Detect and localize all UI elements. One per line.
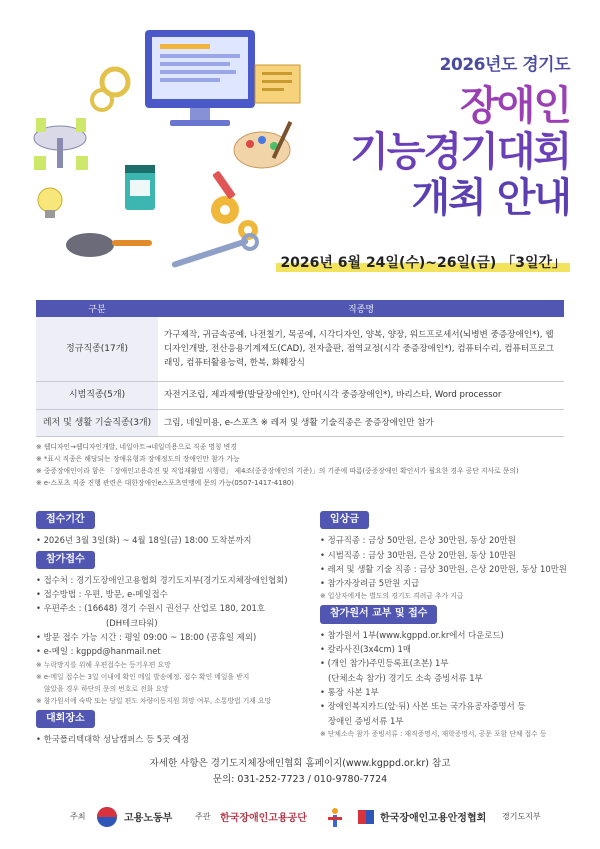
prize-line: • 참가자장려금 5만원 지급 xyxy=(320,578,420,589)
reception-note: ※ e-메일 접수는 3일 이내에 확인 메일 발송예정. 접수 확인 메일을 받지 xyxy=(36,672,250,681)
note-line: ※ *표시 직종은 해당되는 장애유형과 장애정도의 장애인만 참가 가능 xyxy=(36,455,240,463)
reception-line: (DH테크타워) xyxy=(106,617,158,628)
table-row xyxy=(36,317,564,381)
lightbulb-icon xyxy=(38,188,62,218)
hero-section xyxy=(0,0,600,290)
table-row xyxy=(36,409,564,436)
table-notes xyxy=(36,441,564,489)
host-org: 고용노동부 xyxy=(124,813,173,824)
website-reference: 자세한 사항은 경기도지체장애인협회 홈페이지(www.kgppd.or.kr) 참고 xyxy=(149,758,451,769)
document-line: • 장애인복지카드(앞·뒤) 사본 또는 국가유공자증명서 등 xyxy=(320,701,526,712)
prize-note: ※ 입상자에게는 별도의 경기도 격려금 추가 지급 xyxy=(320,592,464,601)
title-line-1: 장애인 xyxy=(460,83,570,129)
documents-note: ※ 단체소속 참가 증빙서류 : 재직증명서, 재학증명서, 공문 포함 단체 접수 등 xyxy=(320,729,547,738)
jobs-table xyxy=(36,300,564,437)
reception-note: ※ 누락방지를 위해 우편접수는 등기우편 요망 xyxy=(36,660,171,669)
jobs-cell: 가구제작, 귀금속공예, 나전칠기, 목공예, 시각디자인, 양복, 양장, 워드프로세서(뇌병변 중증장애인*), 웹디자인개발, 전산응용기계제도(CAD), 전자출판, 점역교정(시각 중증장애인*), 컴퓨터수리, 컴퓨터프로그래밍, 컴퓨터활용능력, 한복, 화훼장식 xyxy=(158,317,564,381)
venue-text: • 한국폴리텍대학 성남캠퍼스 등 5곳 예정 xyxy=(36,733,190,744)
reception-heading: 참가접수 xyxy=(36,551,95,569)
footer xyxy=(0,796,600,836)
document-line: • 통장 사본 1부 xyxy=(320,686,379,697)
right-column xyxy=(320,508,570,740)
document-line: 장애인 증빙서류 1부 xyxy=(328,715,404,726)
cup-icon xyxy=(125,165,155,210)
table-header-row xyxy=(36,300,564,317)
reception-line: • 접수처 : 경기도장애인고용협회 경기도지부(경기도지체장애인협회) xyxy=(36,574,288,585)
reception-line: • 접수방법 : 우편, 방문, e-메일접수 xyxy=(36,589,168,600)
table-row xyxy=(36,381,564,409)
document-line: (단체소속 참가) 경기도 소속 증빙서류 1부 xyxy=(328,672,483,683)
ring-icon xyxy=(92,69,128,110)
reception-note: 않았을 경우 하단의 문의 번호로 전화 요망 xyxy=(44,684,169,693)
reception-period-heading: 접수기간 xyxy=(36,511,95,529)
table-chairs-icon xyxy=(34,118,88,170)
jobs-cell: 자전거조립, 제과제빵(발달장애인*), 안마(시각 중증장애인*), 바리스타, Word processor xyxy=(158,381,564,409)
note-line: ※ 웹디자인→웹디자인개발, 네일아트→네일미용으로 직종 명칭 변경 xyxy=(36,443,237,451)
jobs-cell: 그림, 네일미용, e-스포츠 ※ 레저 및 생활 기술직종은 중증장애인만 참가 xyxy=(158,409,564,436)
prize-heading: 입상금 xyxy=(320,511,369,529)
category-cell: 정규직종(17개) xyxy=(36,317,158,381)
year-line: 2026년도 경기도 xyxy=(439,55,570,75)
partner-branch: 경기도지부 xyxy=(502,812,541,821)
document-line: • 칼라사진(3x4cm) 1매 xyxy=(320,644,411,655)
wrench-icon xyxy=(171,235,257,268)
table-header-jobs: 직종명 xyxy=(158,300,564,317)
association-logo-icon xyxy=(356,806,376,828)
title-block xyxy=(270,50,570,221)
note-line: ※ e-스포츠 직종 진행 관련은 대한장애인e스포츠연맹에 문의 가능(0507-1417-4180) xyxy=(36,479,294,487)
note-line: ※ 중증장애인이라 함은 「장애인고용촉진 및 직업재활법 시행령」 제4조(중증장애인의 기준)」의 기준에 따름(중증장애인 확인서가 필요한 경우 공단 지사로 문의) xyxy=(36,467,519,475)
title-line-2: 기능경기대회 xyxy=(350,129,570,175)
prize-line: • 레저 및 생활 기술 직종 : 금상 30만원, 은상 20만원, 동상 10만원 xyxy=(320,563,567,574)
venue-heading: 대회장소 xyxy=(36,710,95,728)
prize-line: • 정규직종 : 금상 50만원, 은상 30만원, 동상 20만원 xyxy=(320,535,516,546)
frying-pan-icon xyxy=(66,233,152,257)
prize-line: • 시범직종 : 금상 30만원, 은상 20만원, 동상 10만원 xyxy=(320,549,516,560)
table-header-category: 구분 xyxy=(36,300,158,317)
reception-period-text: • 2026년 3월 3일(화) ~ 4월 18일(금) 18:00 도착분까지 xyxy=(36,535,252,546)
organizer-label: 주관 xyxy=(195,812,211,821)
partner-org: 한국장애인고용안정협회 xyxy=(380,813,487,824)
reception-line: • 우편주소 : (16648) 경기 수원시 권선구 산업로 180, 201호 xyxy=(36,603,265,614)
category-cell: 시범직종(5개) xyxy=(36,381,158,409)
contact-info xyxy=(0,756,600,788)
email-link[interactable]: • e-메일 : kgppd@hanmail.net xyxy=(36,646,161,657)
left-column xyxy=(36,508,306,746)
ministry-logo-icon xyxy=(96,806,118,828)
title-line-3: 개최 안내 xyxy=(411,175,570,221)
screwdriver-icon xyxy=(212,170,236,199)
event-date: 2026년 6월 24일(수)~26일(금) 「3일간」 xyxy=(276,252,570,272)
document-line: • 참가원서 1부(www.kgppd.or.kr에서 다운로드) xyxy=(320,629,504,640)
agency-logo-icon xyxy=(326,806,344,828)
phone-numbers: 문의: 031-252-7723 / 010-9780-7724 xyxy=(212,774,388,785)
monitor-icon xyxy=(145,30,255,126)
host-label: 주최 xyxy=(70,812,86,821)
organizer-org: 한국장애인고용공단 xyxy=(220,813,307,824)
reception-note: ※ 참가원서에 숙박 또는 당일 편도 차량이동지원 희망 여부, 소통방법 기재 요망 xyxy=(36,696,272,705)
category-cell: 레저 및 생활 기술직종(3개) xyxy=(36,409,158,436)
reception-line: • 방문 접수 가능 시간 : 평일 09:00 ~ 18:00 (공휴일 제외) xyxy=(36,632,257,643)
documents-heading: 참가원서 교부 및 접수 xyxy=(320,605,437,623)
document-line: • (개인 참가)주민등록표(초본) 1부 xyxy=(320,658,449,669)
